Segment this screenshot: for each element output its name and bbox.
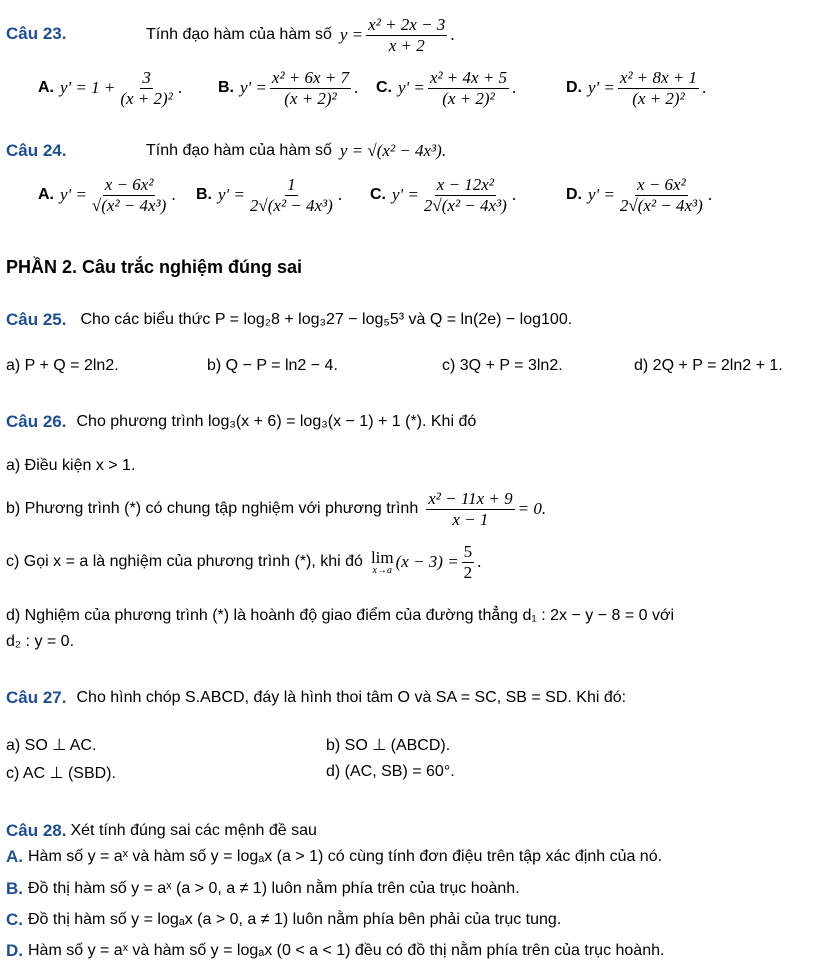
q26-label: Câu 26. — [6, 412, 67, 431]
q25-prompt: Cho các biểu thức P = log₂8 + log₃27 − log₅5³ và Q = ln(2e) − log100. — [80, 311, 573, 328]
q24-a-letter: A. — [38, 186, 54, 203]
q23-d-den: (x + 2)² — [632, 88, 685, 108]
q26-item-d-line1: d) Nghiệm của phương trình (*) là hoành độ giao điểm của đường thẳng d₁ : 2x − y − 8 = 0 với — [6, 607, 675, 624]
q23-d-letter: D. — [566, 79, 582, 96]
q23-prompt-row: Tính đạo hàm của hàm số y = $\frac{\text{x² + 2x − 3}}{x + 2}$ . — [146, 14, 455, 55]
q24-prompt: Tính đạo hàm của hàm số — [146, 142, 332, 159]
q24-c-den: 2√(x² − 4x³) — [423, 195, 507, 215]
q26-b-den: x − 1 — [452, 509, 489, 529]
q28-a-letter: A. — [6, 847, 23, 866]
q23-b-letter: B. — [218, 79, 234, 96]
q24-label: Câu 24. — [6, 141, 67, 160]
q24-c-num: x − 12x² — [436, 174, 494, 194]
q23-c-den: (x + 2)² — [442, 88, 495, 108]
q28-item-b — [6, 879, 520, 899]
q27-label: Câu 27. — [6, 688, 67, 707]
q24-c-text: y' = — [392, 185, 419, 204]
q26-item-b — [6, 484, 546, 534]
q24-d-letter: D. — [566, 186, 582, 203]
q28-a-text: Hàm số y = aˣ và hàm số y = logₐx (a > 1) có cùng tính đơn điệu trên tập xác định của nó. — [28, 848, 663, 865]
q24-d-frac — [618, 176, 705, 215]
q28-c-letter: C. — [6, 910, 23, 929]
q24-b-num: 1 — [287, 174, 296, 194]
q28-item-a — [6, 847, 662, 867]
q23-option-a: A. y' = 1 + $\frac{3}{\text{(x + 2)²}}$ . — [38, 67, 183, 108]
q24-option-a: A. y' = $\frac{\text{x − 6x²}}{\text{√(x² − 4x³)}}$ . — [38, 174, 176, 215]
q28-b-letter: B. — [6, 879, 23, 898]
q24-b-text: y' = — [218, 185, 245, 204]
q24-b-letter: B. — [196, 186, 212, 203]
q26-item-d-line2: d₂ : y = 0. — [6, 633, 75, 650]
q24-func: y = √(x² − 4x³). — [339, 141, 447, 160]
q26-item-a: a) Điều kiện x > 1. — [6, 457, 136, 474]
q27-item-b: b) SO ⊥ (ABCD). — [326, 737, 451, 754]
q28-item-d — [6, 941, 664, 961]
q26-b-num: x² − 11x + 9 — [428, 488, 513, 508]
q26-b-tail: = 0. — [517, 499, 547, 518]
q27-prompt: Cho hình chóp S.ABCD, đáy là hình thoi tâm O và SA = SC, SB = SD. Khi đó: — [76, 689, 627, 706]
q27-item-c: c) AC ⊥ (SBD). — [6, 765, 116, 782]
q24-option-d: D. y' = $\frac{\text{x − 6x²}}{\text{2√(x² − 4x³)}}$ . — [566, 174, 713, 215]
q28-b-text: Đồ thị hàm số y = aˣ (a > 0, a ≠ 1) luôn nằm phía trên của trục hoành. — [28, 880, 520, 897]
q26-c-text: c) Gọi x = a là nghiệm của phương trình (*), khi đó — [6, 553, 363, 570]
q24-a-num: x − 6x² — [104, 174, 154, 194]
q26-c-frac — [462, 543, 475, 582]
q24-c-frac — [422, 176, 509, 215]
q28-prompt: Xét tính đúng sai các mệnh đề sau — [70, 822, 317, 839]
q23-d-num: x² + 8x + 1 — [619, 67, 698, 87]
q23-a-num: 3 — [142, 67, 151, 87]
q23-prompt: Tính đạo hàm của hàm số — [146, 26, 332, 43]
q23-c-frac — [428, 69, 509, 108]
q26-c-lim-block — [371, 549, 394, 576]
q23-func-den: x + 2 — [388, 35, 425, 55]
q23-c-text: y' = — [398, 78, 425, 97]
q26-c-num: 5 — [463, 541, 473, 561]
q25-item-a: a) P + Q = 2ln2. — [6, 357, 119, 374]
q23-option-d: D. y' = $\frac{\text{x² + 8x + 1}}{\text{(x + 2)²}}$ . — [566, 67, 707, 108]
q26-c-den: 2 — [463, 562, 473, 582]
q25-item-b: b) Q − P = ln2 − 4. — [207, 357, 338, 374]
q23-b-text: y' = — [240, 78, 267, 97]
q26-c-lim-sub: x→a — [372, 564, 392, 576]
q23-func-lhs: y = — [339, 25, 364, 44]
q24-option-b: B. y' = $\frac{1}{\text{2√(x² − 4x³)}}$ . — [196, 174, 343, 215]
q24-d-text: y' = — [588, 185, 615, 204]
q24-a-frac — [90, 176, 168, 215]
q26-item-c: c) Gọi x = a là nghiệm của phương trình (*), khi đó lim x→a (x − 3) = $\frac{5}{2}$ . — [6, 541, 482, 582]
q27-item-d: d) (AC, SB) = 60°. — [326, 763, 455, 780]
q23-a-frac — [118, 69, 174, 108]
q26-b-frac — [426, 490, 514, 529]
q23-d-text: y' = — [588, 78, 615, 97]
q23-c-num: x² + 4x + 5 — [429, 67, 508, 87]
q23-c-letter: C. — [376, 79, 392, 96]
q23-label: Câu 23. — [6, 24, 67, 43]
q24-prompt-row — [146, 136, 446, 166]
q23-d-frac — [618, 69, 699, 108]
q28-c-text: Đồ thị hàm số y = logₐx (a > 0, a ≠ 1) luôn nằm phía bên phải của trục tung. — [28, 911, 562, 928]
q24-d-den: 2√(x² − 4x³) — [619, 195, 703, 215]
q23-a-letter: A. — [38, 79, 54, 96]
q24-b-den: 2√(x² − 4x³) — [249, 195, 333, 215]
q23-b-num: x² + 6x + 7 — [271, 67, 350, 87]
q23-func-frac — [366, 16, 447, 55]
q24-option-c: C. y' = $\frac{\text{x − 12x²}}{\text{2√(x² − 4x³)}}$ . — [370, 174, 517, 215]
q24-a-den: √(x² − 4x³) — [91, 195, 167, 215]
q24-a-text: y' = — [60, 185, 87, 204]
q26-c-lim: lim — [370, 547, 394, 567]
q26-b-text: b) Phương trình (*) có chung tập nghiệm với phương trình — [6, 500, 419, 517]
q27-item-a: a) SO ⊥ AC. — [6, 737, 97, 754]
q24-d-num: x − 6x² — [637, 174, 686, 194]
q23-a-text: y' = 1 + — [60, 78, 116, 97]
q25-item-c: c) 3Q + P = 3ln2. — [442, 357, 563, 374]
q26-c-expr: (x − 3) = — [395, 552, 459, 571]
section-2-title: PHẦN 2. Câu trắc nghiệm đúng sai — [6, 257, 303, 277]
q25-prompt-row — [6, 305, 572, 335]
q23-b-den: (x + 2)² — [284, 88, 337, 108]
q26-prompt: Cho phương trình log₃(x + 6) = log₃(x − 1) + 1 (*). Khi đó — [76, 413, 477, 430]
q23-option-c: C. y' = $\frac{\text{x² + 4x + 5}}{\text{(x + 2)²}}$ . — [376, 67, 517, 108]
q26-prompt-row — [6, 407, 476, 437]
q24-c-letter: C. — [370, 186, 386, 203]
q28-d-letter: D. — [6, 941, 23, 960]
q28-label: Câu 28. — [6, 821, 67, 840]
q23-b-frac — [270, 69, 351, 108]
q23-option-b: B. y' = $\frac{\text{x² + 6x + 7}}{\text{(x + 2)²}}$ . — [218, 67, 359, 108]
q23-func-num: x² + 2x − 3 — [368, 14, 446, 34]
q28-d-text: Hàm số y = aˣ và hàm số y = logₐx (0 < a < 1) đều có đồ thị nằm phía trên của trục hoành. — [28, 942, 665, 959]
q25-item-d: d) 2Q + P = 2ln2 + 1. — [634, 357, 783, 374]
q25-label: Câu 25. — [6, 310, 67, 329]
q28-item-c — [6, 910, 561, 930]
q24-b-frac — [248, 176, 335, 215]
q28-prompt-row — [6, 818, 317, 844]
q23-a-den: (x + 2)² — [120, 88, 173, 108]
q27-prompt-row — [6, 683, 626, 713]
